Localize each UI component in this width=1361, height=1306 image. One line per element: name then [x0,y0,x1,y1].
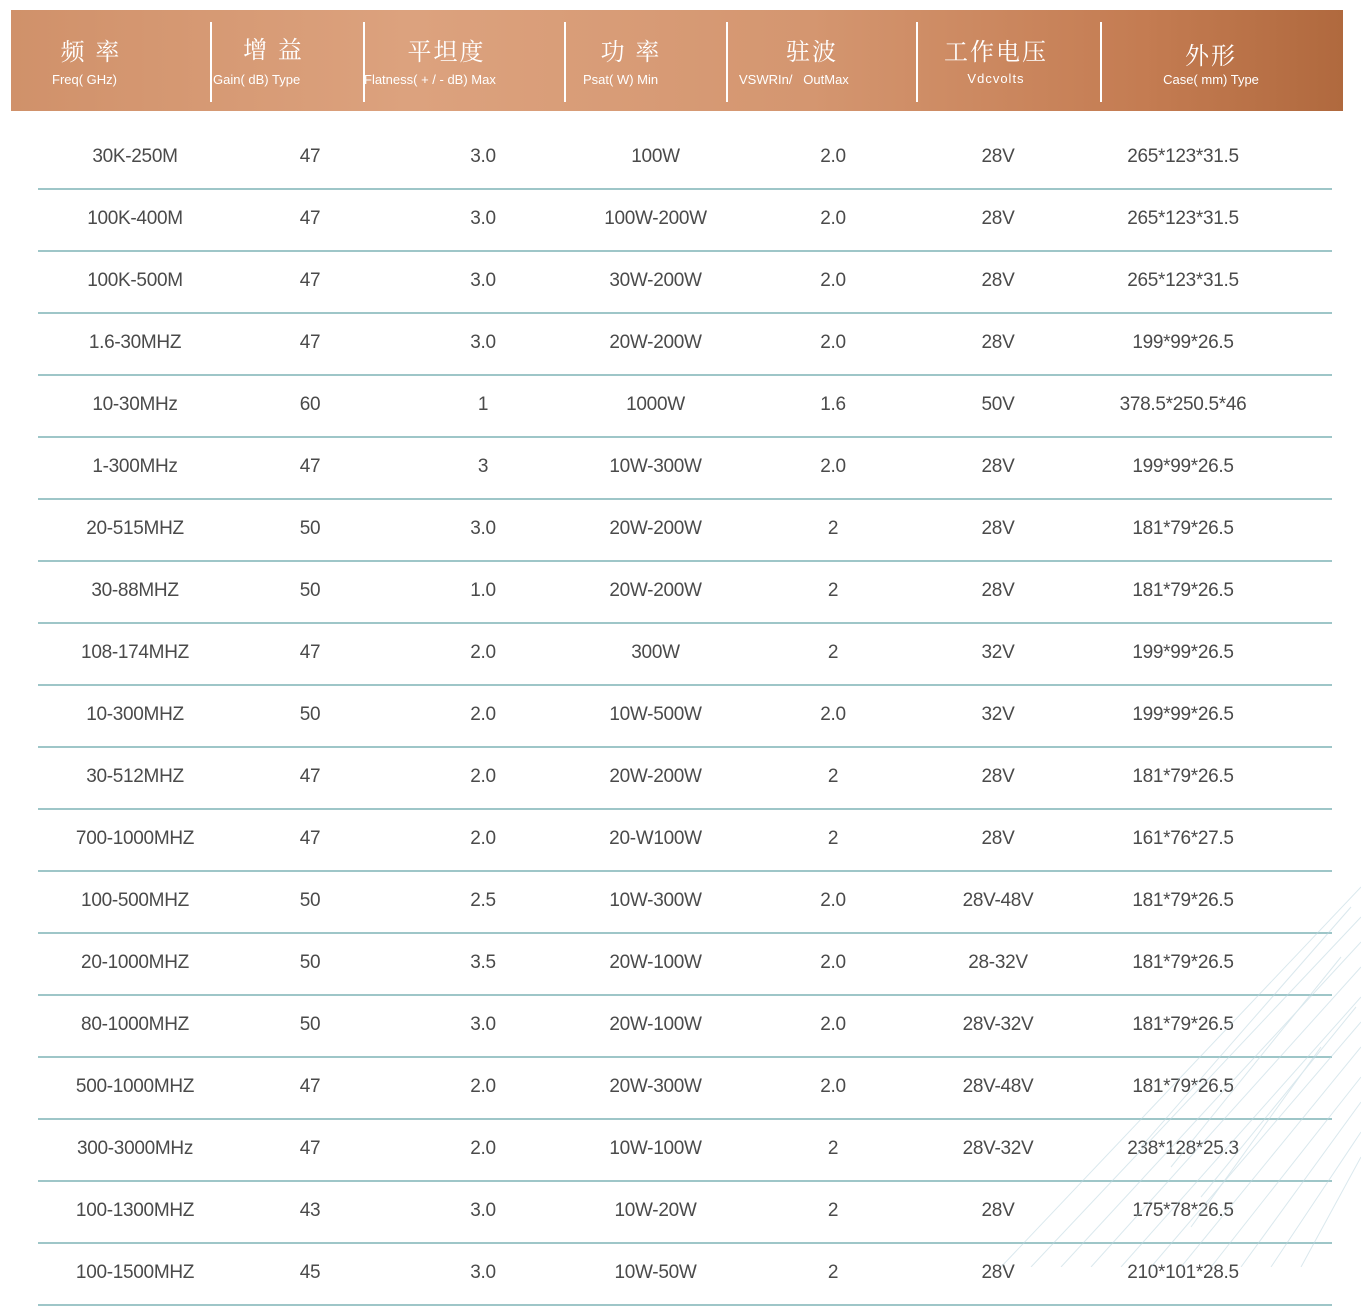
table-row [38,500,1332,562]
table-cell: 100W [631,146,680,167]
header-vswr [728,10,916,111]
table-cell: 45 [299,1262,321,1283]
table-cell: 28V-48V [962,890,1034,911]
table-cell: 378.5*250.5*46 [1119,394,1247,415]
table-row [38,872,1332,934]
table-row [38,996,1332,1058]
table-cell: 10W-300W [609,456,702,477]
table-cell: 10W-500W [609,704,702,725]
table-cell: 10W-50W [614,1262,697,1283]
table-cell: 3 [477,456,489,477]
table-cell: 47 [299,828,321,849]
table-cell: 100-1500MHZ [75,1262,195,1283]
header-voltage-zh: 工作电压 [944,39,1048,66]
table-cell: 3.0 [470,146,496,167]
table-cell: 47 [299,766,321,787]
table-cell: 1000W [626,394,685,415]
table-cell: 1 [477,394,489,415]
table-cell: 47 [299,642,321,663]
table-cell: 100-500MHZ [81,890,189,911]
table-cell: 3.0 [470,332,496,353]
table-cell: 20W-200W [609,332,702,353]
table-cell: 700-1000MHZ [75,828,195,849]
table-cell: 47 [299,332,321,353]
table-cell: 20W-100W [609,952,702,973]
header-power [566,10,726,111]
table-cell: 28V [981,332,1015,353]
header-case-en: Case( mm) Type [1163,72,1259,87]
table-cell: 20W-200W [609,518,702,539]
header-vswr-zh: 驻波 [786,39,838,66]
table-cell: 28V [981,1262,1015,1283]
table-cell: 10-30MHz [92,394,178,415]
table-cell: 47 [299,1138,321,1159]
table-row [38,314,1332,376]
header-freq-zh: 频 率 [60,39,122,66]
table-cell: 3.5 [470,952,496,973]
table-row [38,1182,1332,1244]
table-cell: 199*99*26.5 [1132,332,1234,353]
table-cell: 50V [981,394,1015,415]
table-cell: 2 [827,1138,839,1159]
table-cell: 2.0 [820,952,846,973]
table-cell: 100W-200W [604,208,707,229]
table-cell: 2.0 [470,766,496,787]
table-cell: 20W-200W [609,766,702,787]
table-row [38,624,1332,686]
table-cell: 2.0 [470,1076,496,1097]
table-cell: 47 [299,456,321,477]
table-cell: 20-515MHZ [86,518,184,539]
header-freq [11,10,171,111]
table-cell: 50 [299,518,321,539]
table-cell: 50 [299,890,321,911]
table-cell: 50 [299,704,321,725]
table-cell: 2.0 [820,208,846,229]
table-cell: 2.0 [470,828,496,849]
table-cell: 28V [981,146,1015,167]
table-cell: 199*99*26.5 [1132,642,1234,663]
table-row [38,252,1332,314]
table-cell: 10-300MHZ [86,704,184,725]
table-cell: 30W-200W [609,270,702,291]
header-voltage-en: Vdcvolts [967,71,1025,86]
table-cell: 2 [827,580,839,601]
table-cell: 10W-20W [614,1200,697,1221]
table-cell: 181*79*26.5 [1132,1076,1234,1097]
table-cell: 1-300MHz [92,456,178,477]
table-cell: 2.0 [470,1138,496,1159]
table-cell: 2.0 [820,332,846,353]
header-freq-en: Freq( GHz) [52,72,117,87]
table-cell: 2 [827,642,839,663]
table-cell: 3.0 [470,1200,496,1221]
header-flatness [364,10,564,111]
table-cell: 181*79*26.5 [1132,1014,1234,1035]
header-voltage [918,10,1100,111]
table-cell: 265*123*31.5 [1127,146,1239,167]
table-cell: 100K-400M [87,208,183,229]
table-cell: 2.0 [820,456,846,477]
table-cell: 28V [981,270,1015,291]
table-cell: 2 [827,766,839,787]
table-cell: 28V [981,766,1015,787]
table-cell: 2.0 [470,642,496,663]
table-header [11,10,1343,111]
header-case [1102,10,1343,111]
table-cell: 2.0 [820,146,846,167]
table-cell: 100K-500M [87,270,183,291]
table-row [38,190,1332,252]
table-cell: 199*99*26.5 [1132,456,1234,477]
table-cell: 199*99*26.5 [1132,704,1234,725]
table-cell: 2 [827,1200,839,1221]
table-cell: 181*79*26.5 [1132,518,1234,539]
table-cell: 20W-200W [609,580,702,601]
table-cell: 20W-100W [609,1014,702,1035]
table-cell: 10W-100W [609,1138,702,1159]
table-cell: 30-88MHZ [91,580,179,601]
table-cell: 28V [981,518,1015,539]
table-cell: 3.0 [470,518,496,539]
table-cell: 28-32V [968,952,1028,973]
table-cell: 50 [299,952,321,973]
table-row [38,748,1332,810]
table-cell: 2 [827,518,839,539]
table-row [38,934,1332,996]
table-cell: 28V [981,828,1015,849]
table-cell: 181*79*26.5 [1132,766,1234,787]
header-gain-en: Gain( dB) Type [213,72,301,87]
table-cell: 3.0 [470,208,496,229]
table-cell: 28V-32V [962,1138,1034,1159]
table-cell: 2.0 [470,704,496,725]
header-power-zh: 功 率 [600,39,662,66]
header-case-zh: 外形 [1185,43,1237,70]
table-cell: 47 [299,208,321,229]
header-gain-zh: 增 益 [243,37,304,64]
table-cell: 47 [299,270,321,291]
table-row [38,1244,1332,1306]
table-cell: 1.6 [820,394,846,415]
table-cell: 2.0 [820,890,846,911]
table-cell: 30K-250M [92,146,178,167]
header-gain [211,10,361,111]
table-cell: 20-W100W [609,828,702,849]
table-cell: 32V [981,642,1015,663]
table-cell: 28V-32V [962,1014,1034,1035]
table-cell: 20-1000MHZ [81,952,189,973]
header-flatness-en: Flatness( + / - dB) Max [364,72,496,87]
table-cell: 2.0 [820,270,846,291]
table-cell: 181*79*26.5 [1132,890,1234,911]
table-cell: 265*123*31.5 [1127,270,1239,291]
table-cell: 161*76*27.5 [1132,828,1234,849]
table-cell: 108-174MHZ [81,642,189,663]
table-row [38,376,1332,438]
table-cell: 3.0 [470,1262,496,1283]
table-cell: 2.0 [820,1014,846,1035]
table-row [38,128,1332,190]
table-row [38,810,1332,872]
table-cell: 28V [981,580,1015,601]
table-cell: 300-3000MHz [76,1138,194,1159]
table-cell: 43 [299,1200,321,1221]
table-cell: 210*101*28.5 [1127,1262,1239,1283]
table-row [38,1058,1332,1120]
table-row [38,686,1332,748]
table-cell: 500-1000MHZ [75,1076,195,1097]
table-cell: 2 [827,828,839,849]
table-cell: 50 [299,1014,321,1035]
table-row [38,562,1332,624]
table-row [38,1120,1332,1182]
table-cell: 100-1300MHZ [75,1200,195,1221]
table-cell: 28V-48V [962,1076,1034,1097]
table-cell: 3.0 [470,1014,496,1035]
table-cell: 1.0 [470,580,496,601]
table-cell: 30-512MHZ [86,766,184,787]
header-vswr-en: VSWRIn/ OutMax [739,72,849,87]
table-cell: 2.0 [820,704,846,725]
table-cell: 2.0 [820,1076,846,1097]
table-row [38,438,1332,500]
table-cell: 2.5 [470,890,496,911]
table-cell: 32V [981,704,1015,725]
header-flatness-zh: 平坦度 [407,39,486,66]
header-power-en: Psat( W) Min [583,72,659,87]
table-cell: 80-1000MHZ [81,1014,189,1035]
table-body [38,128,1332,1306]
table-cell: 2 [827,1262,839,1283]
table-cell: 28V [981,456,1015,477]
table-cell: 50 [299,580,321,601]
table-cell: 20W-300W [609,1076,702,1097]
table-cell: 265*123*31.5 [1127,208,1239,229]
table-cell: 10W-300W [609,890,702,911]
table-cell: 3.0 [470,270,496,291]
table-cell: 300W [631,642,680,663]
table-cell: 47 [299,1076,321,1097]
table-cell: 181*79*26.5 [1132,580,1234,601]
table-cell: 60 [299,394,321,415]
table-cell: 238*128*25.3 [1127,1138,1239,1159]
table-cell: 181*79*26.5 [1132,952,1234,973]
table-cell: 28V [981,1200,1015,1221]
table-cell: 47 [299,146,321,167]
table-cell: 28V [981,208,1015,229]
table-cell: 175*78*26.5 [1132,1200,1234,1221]
table-cell: 1.6-30MHZ [88,332,182,353]
